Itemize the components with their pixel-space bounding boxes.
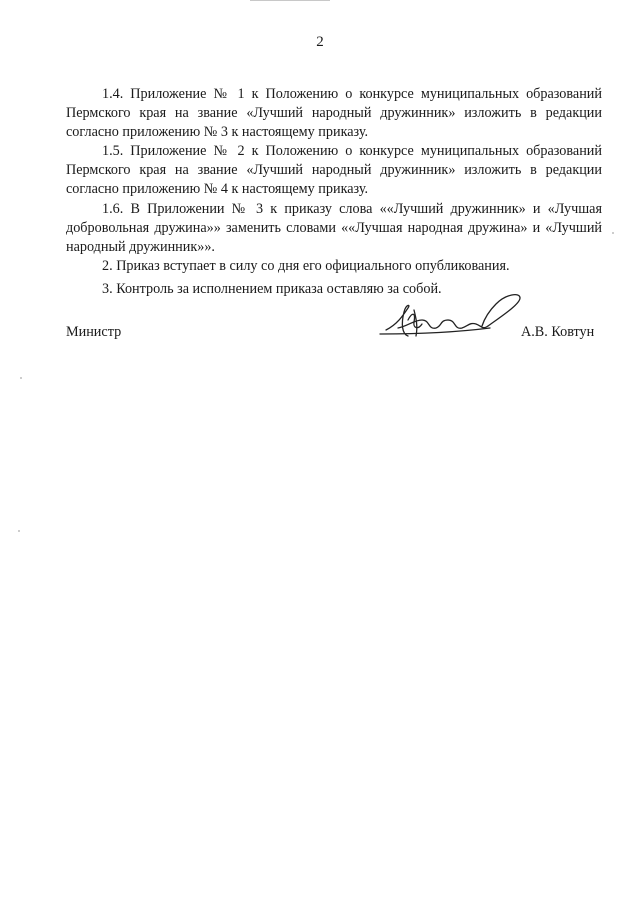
minister-name: А.В. Ковтун (521, 324, 595, 340)
paragraph-text: 1.5. Приложение № 2 к Положению о конкурсе муниципальных образований Пермского края на звание «Лучший народный дружинник» изложить в редакции согласно приложению № 4 к настоящему приказу. (66, 143, 602, 197)
paragraph-text: 3. Контроль за исполнением приказа оставляю за собой. (102, 281, 442, 297)
scan-artifact-dot (612, 232, 614, 234)
paragraph-text: 2. Приказ вступает в силу со дня его официального опубликования. (102, 258, 510, 274)
paragraph-2 (66, 257, 602, 276)
paragraph-1-5 (66, 142, 602, 199)
scan-edge-line (250, 0, 330, 1)
scan-artifact-dot (20, 377, 22, 379)
paragraph-1-6 (66, 200, 602, 257)
scan-artifact-dot (18, 530, 20, 532)
page-number: 2 (316, 34, 324, 50)
paragraph-text: 1.4. Приложение № 1 к Положению о конкурсе муниципальных образований Пермского края на звание «Лучший народный дружинник» изложить в редакции согласно приложению № 3 к настоящему приказу. (66, 86, 602, 140)
minister-title: Министр (66, 324, 122, 340)
paragraph-1-4 (66, 85, 602, 142)
paragraph-text: 1.6. В Приложении № 3 к приказу слова ««Лучший дружинник» и «Лучшая добровольная дружина»» заменить словами ««Лучшая народная дружина» и «Лучший народный дружинник»». (66, 201, 602, 255)
handwritten-signature (378, 290, 528, 350)
